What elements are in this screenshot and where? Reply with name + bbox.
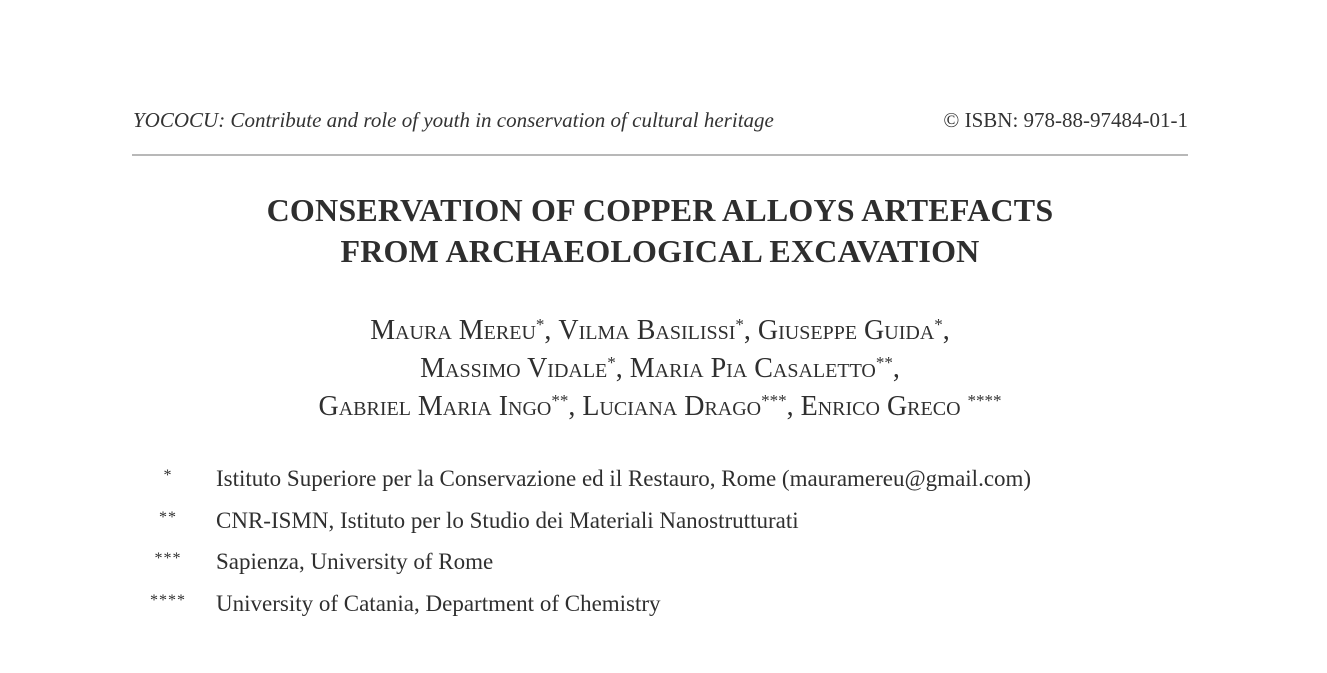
affiliation-mark: ****: [150, 591, 186, 609]
author-separator: ,: [786, 391, 801, 422]
author-separator: ,: [942, 315, 950, 346]
affiliation-text: Istituto Superiore per la Conservazione ed il Restauro, Rome (mauramereu@gmail.com): [216, 466, 1032, 491]
affiliation-mark: *: [607, 353, 616, 372]
paper-title: [0, 190, 1320, 272]
paper-title-line-1: CONSERVATION OF COPPER ALLOYS ARTEFACTS: [266, 192, 1054, 228]
author: [318, 391, 582, 422]
affiliation-text: CNR-ISMN, Istituto per lo Studio dei Materiali Nanostrutturati: [216, 507, 799, 533]
author-line-2: [0, 350, 1320, 388]
affiliation-mark: *: [934, 315, 943, 334]
author: [801, 391, 1002, 422]
header-divider: [132, 154, 1188, 156]
author-separator: ,: [615, 353, 630, 384]
author-name: Vilma Basilissi: [558, 315, 736, 346]
author-separator: ,: [544, 315, 559, 346]
affiliation-item: [140, 466, 1200, 508]
author: [558, 315, 758, 346]
paper-title-line-2: FROM ARCHAEOLOGICAL EXCAVATION: [340, 233, 980, 269]
isbn-label: © ISBN: 978-88-97484-01-1: [943, 108, 1188, 132]
running-header: [133, 108, 1188, 140]
author-separator: ,: [892, 353, 900, 384]
affiliation-mark: **: [159, 508, 177, 526]
author-separator: ,: [568, 391, 583, 422]
author-name: Gabriel Maria Ingo: [318, 391, 552, 422]
author-name: Enrico Greco: [800, 391, 961, 422]
affiliation-item: [140, 591, 1200, 633]
affiliation-text: Sapienza, University of Rome: [216, 549, 494, 574]
affiliation-mark: **: [875, 353, 893, 372]
affiliation-item: [140, 508, 1200, 550]
affiliation-mark: *: [735, 315, 744, 334]
author: [758, 315, 950, 346]
author: [420, 353, 630, 384]
affiliation-mark: *: [535, 315, 545, 334]
affiliation-mark: ***: [761, 391, 787, 410]
author-line-3: [0, 388, 1320, 426]
author-list: [0, 312, 1320, 426]
author: [370, 315, 558, 346]
affiliation-mark: ***: [154, 550, 182, 567]
affiliation-item: [140, 549, 1200, 591]
author-name: Maura Mereu: [370, 315, 536, 346]
author: [582, 391, 800, 422]
affiliation-text: University of Catania, Department of Chemistry: [216, 590, 661, 616]
author-line-1: [0, 312, 1320, 350]
affiliation-mark: ****: [967, 391, 1002, 410]
author-name: Maria Pia Casaletto: [629, 353, 876, 384]
author-name: Massimo Vidale: [420, 353, 608, 384]
author-name: Giuseppe Guida: [757, 315, 935, 346]
affiliation-mark: *: [163, 467, 173, 484]
author-name: Luciana Drago: [582, 391, 762, 422]
author-separator: ,: [743, 315, 758, 346]
author: [630, 353, 900, 384]
affiliation-mark: **: [551, 391, 569, 410]
affiliation-list: [140, 466, 1200, 632]
series-title: YOCOCU: Contribute and role of youth in conservation of cultural heritage: [133, 108, 774, 132]
